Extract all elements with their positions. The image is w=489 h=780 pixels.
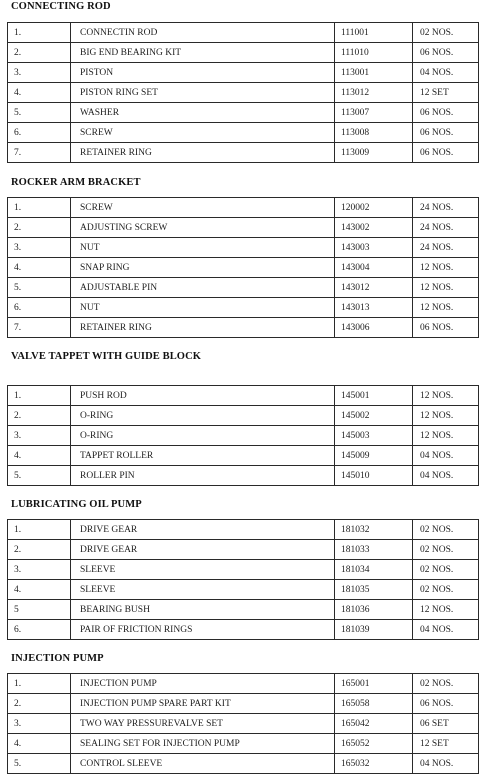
item-description: NUT [71,238,335,258]
item-description: RETAINER RING [71,318,335,338]
item-description: BEARING BUSH [71,600,335,620]
part-code: 145003 [335,426,413,446]
part-code: 111001 [335,23,413,43]
part-code: 111010 [335,43,413,63]
part-code: 143002 [335,218,413,238]
item-description: PUSH ROD [71,386,335,406]
quantity: 06 SET [413,714,479,734]
table-row [8,63,479,83]
item-number: 5 [8,600,71,620]
item-number: 1. [8,198,71,218]
item-number: 3. [8,63,71,83]
item-description: SLEEVE [71,580,335,600]
table-row [8,298,479,318]
item-number: 1. [8,520,71,540]
quantity: 12 NOS. [413,258,479,278]
item-number: 5. [8,278,71,298]
quantity: 24 NOS. [413,218,479,238]
part-code: 145001 [335,386,413,406]
item-number: 5. [8,754,71,774]
parts-table-valve-tappet [7,385,479,486]
quantity: 02 NOS. [413,520,479,540]
item-number: 4. [8,258,71,278]
quantity: 04 NOS. [413,754,479,774]
item-number: 7. [8,143,71,163]
table-row [8,386,479,406]
table-row [8,83,479,103]
item-description: SNAP RING [71,258,335,278]
item-number: 2. [8,540,71,560]
item-description: TAPPET ROLLER [71,446,335,466]
quantity: 04 NOS. [413,446,479,466]
table-row [8,540,479,560]
table-row [8,198,479,218]
table-row [8,580,479,600]
table-row [8,560,479,580]
item-description: TWO WAY PRESSUREVALVE SET [71,714,335,734]
item-number: 4. [8,446,71,466]
table-row [8,600,479,620]
item-description: PAIR OF FRICTION RINGS [71,620,335,640]
quantity: 12 NOS. [413,298,479,318]
item-number: 2. [8,218,71,238]
item-description: O-RING [71,406,335,426]
parts-table-lubricating-oil-pump [7,519,479,640]
table-row [8,426,479,446]
item-number: 2. [8,694,71,714]
section-title: VALVE TAPPET WITH GUIDE BLOCK [11,351,202,362]
table-row [8,466,479,486]
item-number: 2. [8,43,71,63]
quantity: 06 NOS. [413,43,479,63]
table-row [8,754,479,774]
section-title: ROCKER ARM BRACKET [11,177,141,188]
quantity: 02 NOS. [413,540,479,560]
table-row [8,143,479,163]
quantity: 12 SET [413,734,479,754]
item-number: 7. [8,318,71,338]
item-number: 4. [8,734,71,754]
part-code: 181039 [335,620,413,640]
quantity: 12 NOS. [413,426,479,446]
part-code: 145002 [335,406,413,426]
item-description: SCREW [71,198,335,218]
part-code: 165032 [335,754,413,774]
part-code: 143012 [335,278,413,298]
quantity: 12 NOS. [413,278,479,298]
table-row [8,406,479,426]
item-number: 4. [8,580,71,600]
section-title: INJECTION PUMP [11,653,104,664]
parts-table-connecting-rod [7,22,479,163]
table-row [8,694,479,714]
part-code: 181033 [335,540,413,560]
part-code: 181036 [335,600,413,620]
item-number: 5. [8,466,71,486]
quantity: 06 NOS. [413,123,479,143]
item-number: 2. [8,406,71,426]
item-description: RETAINER RING [71,143,335,163]
quantity: 12 NOS. [413,600,479,620]
table-row [8,520,479,540]
quantity: 12 NOS. [413,406,479,426]
item-description: SCREW [71,123,335,143]
item-description: WASHER [71,103,335,123]
quantity: 04 NOS. [413,63,479,83]
item-description: BIG END BEARING KIT [71,43,335,63]
table-row [8,620,479,640]
part-code: 145010 [335,466,413,486]
part-code: 165042 [335,714,413,734]
section-title: CONNECTING ROD [11,1,111,12]
item-number: 6. [8,620,71,640]
item-description: PISTON RING SET [71,83,335,103]
part-code: 113012 [335,83,413,103]
part-code: 143004 [335,258,413,278]
table-row [8,714,479,734]
item-description: INJECTION PUMP [71,674,335,694]
item-description: DRIVE GEAR [71,520,335,540]
quantity: 02 NOS. [413,580,479,600]
item-description: ADJUSTABLE PIN [71,278,335,298]
part-code: 113008 [335,123,413,143]
section-title: LUBRICATING OIL PUMP [11,499,142,510]
item-description: O-RING [71,426,335,446]
table-row [8,218,479,238]
item-description: DRIVE GEAR [71,540,335,560]
parts-table-rocker-arm-bracket [7,197,479,338]
item-description: CONNECTIN ROD [71,23,335,43]
quantity: 06 NOS. [413,318,479,338]
item-number: 4. [8,83,71,103]
item-number: 5. [8,103,71,123]
part-code: 113001 [335,63,413,83]
table-row [8,258,479,278]
part-code: 113007 [335,103,413,123]
item-description: NUT [71,298,335,318]
part-code: 120002 [335,198,413,218]
item-number: 1. [8,674,71,694]
part-code: 181032 [335,520,413,540]
item-number: 3. [8,426,71,446]
item-number: 6. [8,123,71,143]
part-code: 113009 [335,143,413,163]
quantity: 02 NOS. [413,23,479,43]
item-description: SEALING SET FOR INJECTION PUMP [71,734,335,754]
table-row [8,103,479,123]
table-row [8,123,479,143]
parts-table-injection-pump [7,673,479,774]
item-description: INJECTION PUMP SPARE PART KIT [71,694,335,714]
part-code: 165058 [335,694,413,714]
item-description: ADJUSTING SCREW [71,218,335,238]
table-row [8,318,479,338]
item-number: 3. [8,714,71,734]
table-row [8,278,479,298]
part-code: 143003 [335,238,413,258]
quantity: 06 NOS. [413,143,479,163]
quantity: 24 NOS. [413,238,479,258]
part-code: 181035 [335,580,413,600]
quantity: 12 NOS. [413,386,479,406]
part-code: 165052 [335,734,413,754]
table-row [8,23,479,43]
quantity: 24 NOS. [413,198,479,218]
quantity: 02 NOS. [413,560,479,580]
item-description: PISTON [71,63,335,83]
item-number: 3. [8,238,71,258]
part-code: 143013 [335,298,413,318]
part-code: 145009 [335,446,413,466]
item-description: CONTROL SLEEVE [71,754,335,774]
quantity: 06 NOS. [413,694,479,714]
item-number: 1. [8,23,71,43]
table-row [8,674,479,694]
part-code: 181034 [335,560,413,580]
item-description: ROLLER PIN [71,466,335,486]
quantity: 02 NOS. [413,674,479,694]
quantity: 04 NOS. [413,466,479,486]
part-code: 165001 [335,674,413,694]
item-number: 3. [8,560,71,580]
quantity: 04 NOS. [413,620,479,640]
quantity: 12 SET [413,83,479,103]
table-row [8,734,479,754]
table-row [8,43,479,63]
part-code: 143006 [335,318,413,338]
item-number: 1. [8,386,71,406]
table-row [8,238,479,258]
quantity: 06 NOS. [413,103,479,123]
item-description: SLEEVE [71,560,335,580]
item-number: 6. [8,298,71,318]
table-row [8,446,479,466]
